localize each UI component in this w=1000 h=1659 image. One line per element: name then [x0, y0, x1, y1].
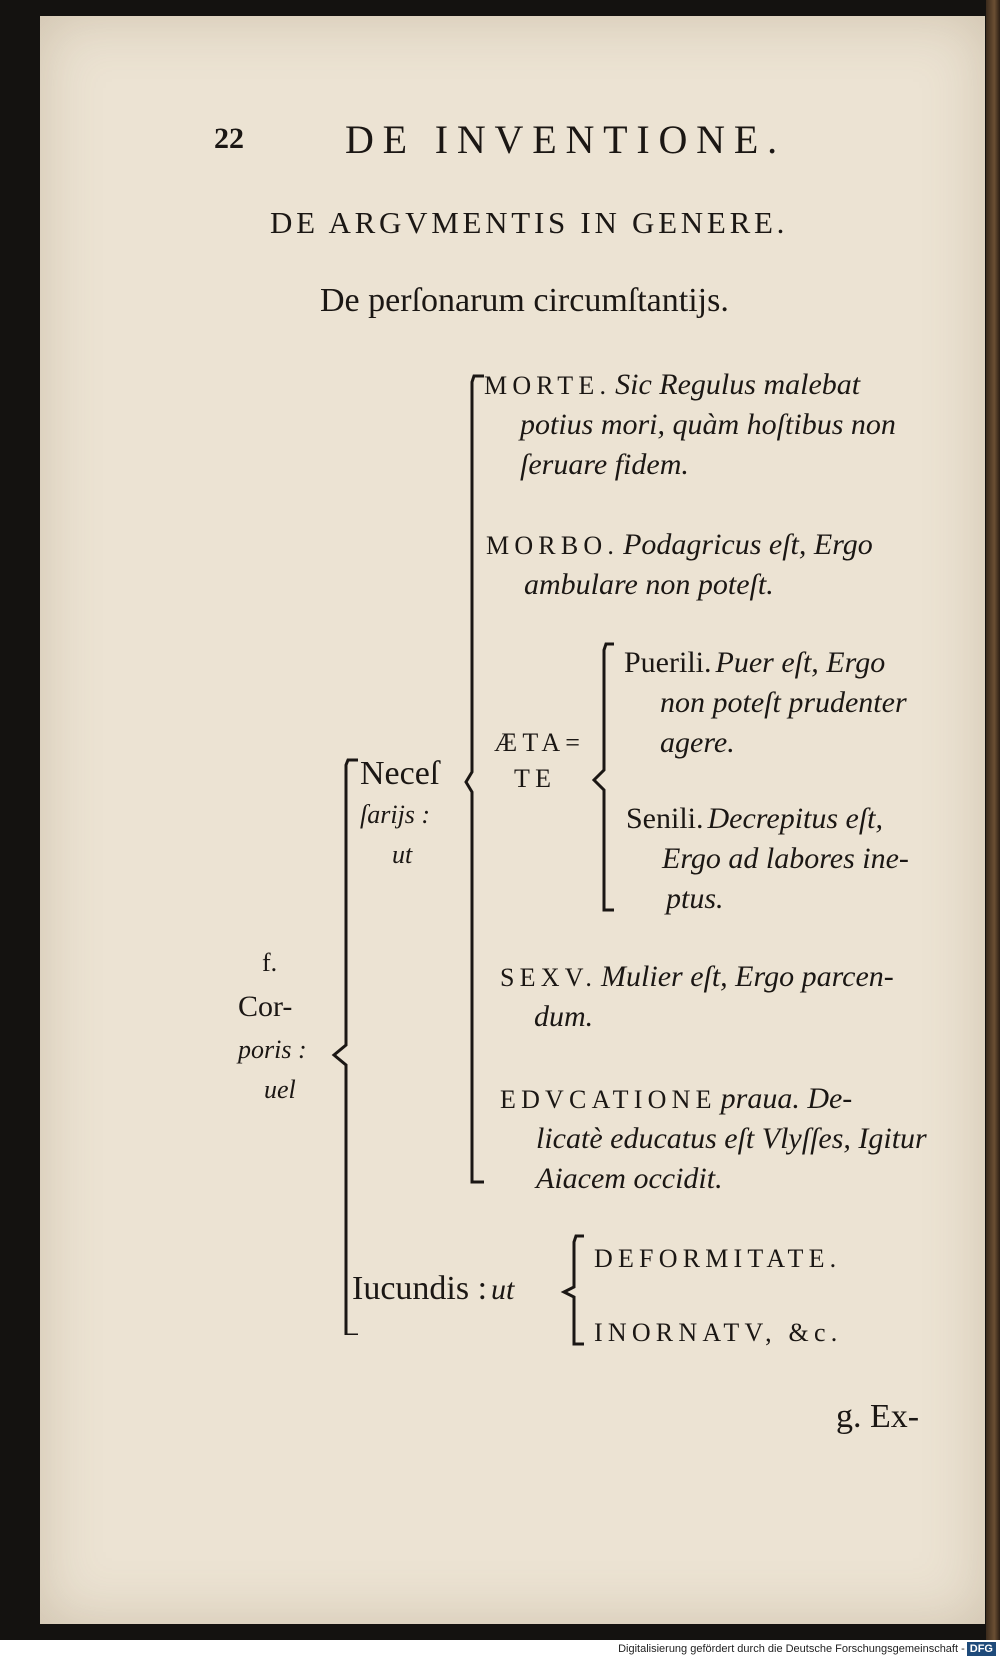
catchword: g. Ex-	[836, 1398, 920, 1435]
entry-head: MORBO.	[486, 531, 620, 560]
entry-text: praua. De-	[720, 1082, 853, 1115]
entry-text: Sic Regulus malebat	[615, 368, 861, 401]
entry-head: SEXV.	[500, 963, 598, 992]
iucundis-brace	[560, 1232, 590, 1352]
aetate-label: TE	[514, 764, 557, 793]
entry-text: Aiacem occidit.	[536, 1162, 723, 1195]
entry-text: ſeruare fidem.	[520, 448, 689, 481]
dfg-logo: DFG	[967, 1642, 996, 1656]
entry-text: potius mori, quàm hoſtibus non	[520, 408, 896, 441]
iucundis-item: DEFORMITATE.	[594, 1244, 842, 1273]
entry-sexu	[500, 960, 894, 994]
aetate-brace	[590, 640, 620, 915]
necessarijs-label: ſarijs :	[360, 800, 431, 829]
subtitle: De perſonarum circumſtantijs.	[320, 282, 729, 319]
root-label-line: Cor-	[238, 990, 293, 1023]
root-label-line: f.	[262, 948, 278, 977]
book-spine	[986, 0, 1000, 1640]
iucundis-label: Iucundis :	[352, 1270, 488, 1307]
root-brace	[328, 755, 368, 1335]
section-title: DE ARGVMENTIS IN GENERE.	[270, 205, 789, 240]
entry-text: ptus.	[666, 882, 724, 915]
aetate-label: ÆTA=	[494, 728, 586, 757]
entry-text: Mulier eſt, Ergo parcen-	[601, 960, 894, 993]
page-number: 22	[214, 122, 244, 155]
necessarijs-label: Neceſ	[360, 755, 440, 792]
digitization-footer	[0, 1640, 1000, 1659]
iucundis-item: INORNATV, &c.	[594, 1318, 843, 1347]
footer-text: Digitalisierung gefördert durch die Deutsche Forschungsgemeinschaft -	[618, 1643, 965, 1655]
entry-head: Puerili.	[624, 646, 712, 679]
root-label-line: uel	[264, 1075, 296, 1104]
entry-puerili	[624, 646, 885, 680]
entry-senili	[626, 802, 883, 836]
entry-text: Decrepitus eſt,	[707, 802, 884, 835]
entry-text: ambulare non poteſt.	[524, 568, 774, 601]
iucundis-ut: ut	[491, 1273, 515, 1306]
entry-head: MORTE.	[484, 371, 612, 400]
entry-text: dum.	[534, 1000, 594, 1033]
entry-text: Ergo ad labores ine-	[662, 842, 909, 875]
root-label-line: poris :	[238, 1035, 307, 1064]
entry-head: EDVCATIONE	[500, 1085, 717, 1114]
entry-morbo	[486, 528, 873, 562]
necessarijs-label: ut	[392, 840, 413, 869]
necessarijs-brace	[462, 372, 492, 1192]
entry-text: Podagricus eſt, Ergo	[623, 528, 873, 561]
iucundis-label-row	[352, 1270, 514, 1308]
running-title: DE INVENTIONE.	[345, 117, 786, 162]
entry-text: agere.	[660, 726, 735, 759]
entry-text: Puer eſt, Ergo	[715, 646, 886, 679]
entry-text: licatè educatus eſt Vlyſſes, Igitur	[536, 1122, 927, 1155]
entry-text: non poteſt prudenter	[660, 686, 907, 719]
entry-educatione	[500, 1082, 852, 1116]
entry-head: Senili.	[626, 802, 704, 835]
entry-morte	[484, 368, 860, 402]
